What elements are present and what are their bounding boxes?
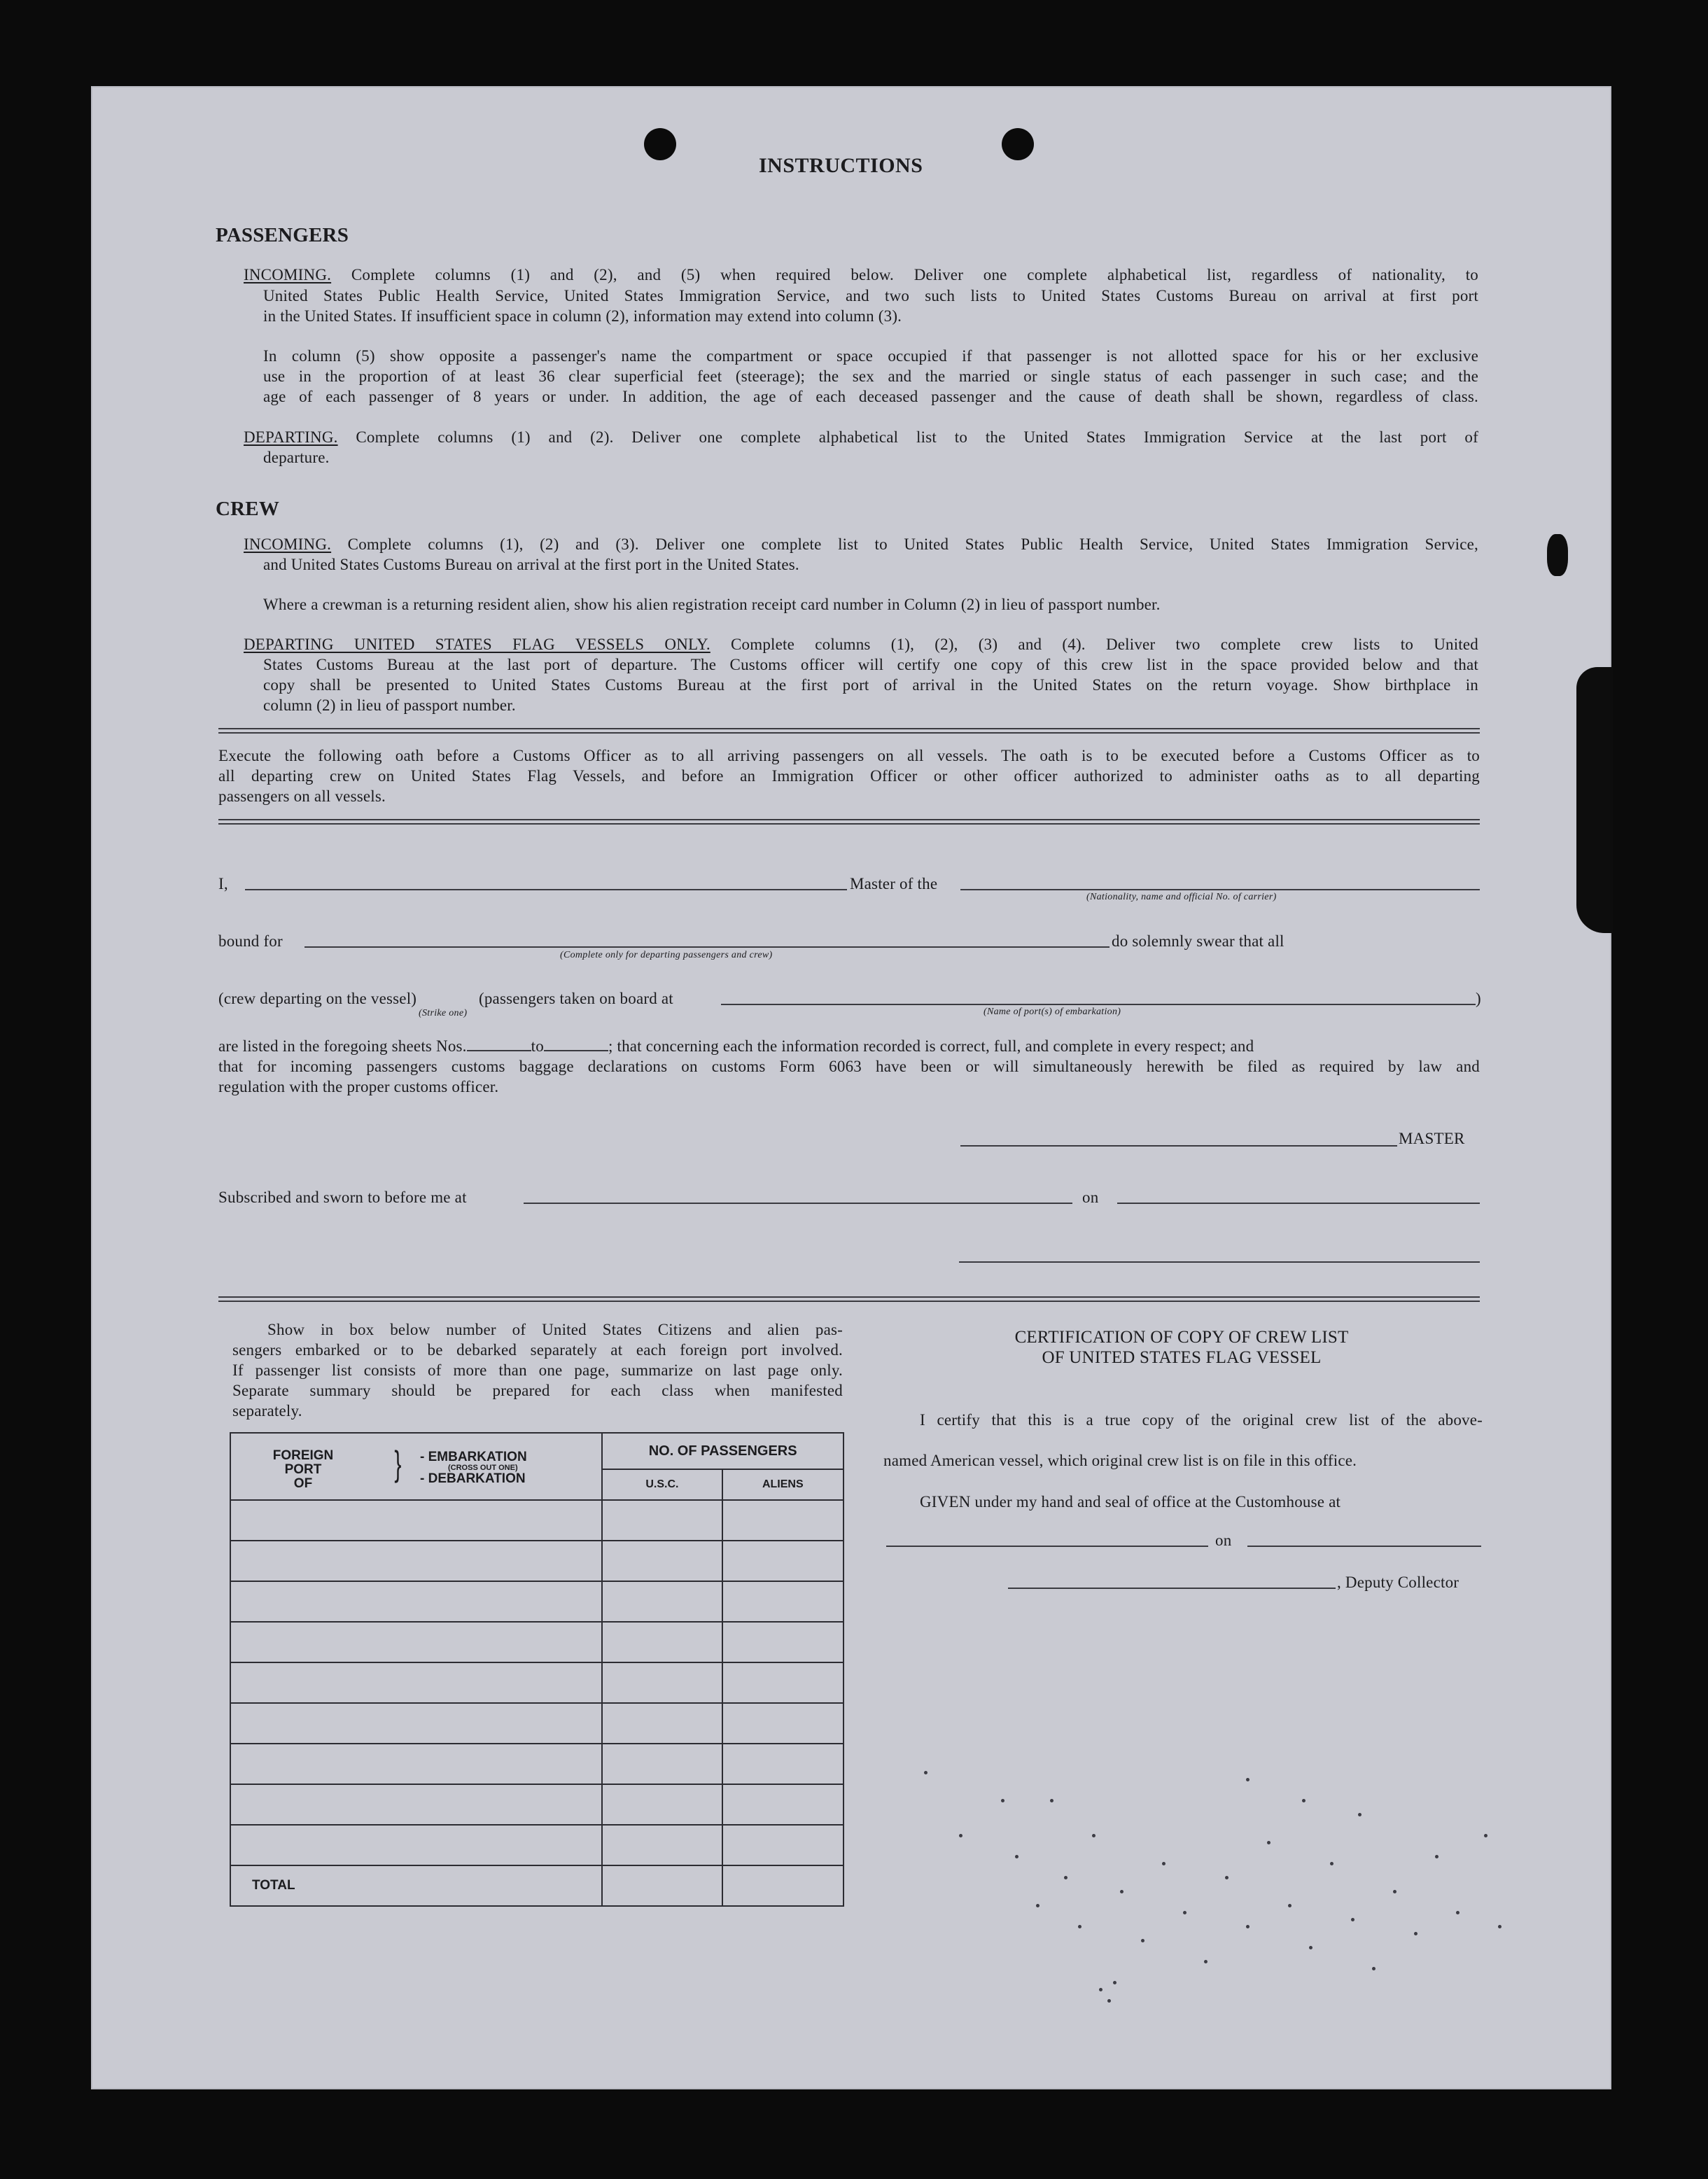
usc-header: U.S.C. (602, 1469, 722, 1500)
officer-signature-field[interactable] (959, 1261, 1480, 1263)
no-of-passengers-header: NO. OF PASSENGERS (602, 1433, 844, 1469)
port-cell[interactable] (230, 1825, 602, 1865)
passenger-summary-table (230, 1432, 844, 1907)
passengers-heading: PASSENGERS (216, 224, 349, 246)
brace-icon: } (394, 1444, 402, 1483)
total-row (230, 1865, 844, 1906)
crew-departing-line1: DEPARTING UNITED STATES FLAG VESSELS ONLY. Complete columns (1), (2), (3) and (4). Deliver two complete crew lists to United (244, 636, 1479, 653)
deputy-collector-signature-field[interactable] (1008, 1588, 1336, 1589)
column5-line2: use in the proportion of at least 36 clear superficial feet (steerage); the sex and the married or single status of each passenger in such case; and the (263, 367, 1478, 385)
usc-cell[interactable] (602, 1581, 722, 1622)
of-label: OF (293, 1476, 313, 1491)
embossed-seal-marks (910, 1694, 1512, 2016)
bound-for-field[interactable] (304, 946, 1110, 948)
bound-for-label: bound for (218, 932, 283, 950)
listed-line1: are listed in the foregoing sheets Nos. to ; that concerning each the information recorded is correct, full, and complete in every respect; and (218, 1037, 1254, 1055)
table-row (230, 1703, 844, 1744)
aliens-cell[interactable] (722, 1541, 844, 1581)
passengers-taken-option[interactable]: (passengers taken on board at (479, 990, 673, 1007)
table-row (230, 1744, 844, 1784)
bound-for-caption: (Complete only for departing passengers and crew) (560, 950, 773, 960)
listed-line2: that for incoming passengers customs baggage declarations on customs Form 6063 have been or will simultaneously herewith be filed as required by law and (218, 1058, 1480, 1075)
close-paren: ) (1476, 990, 1481, 1007)
carrier-field[interactable] (960, 889, 1480, 890)
usc-cell[interactable] (602, 1662, 722, 1703)
certification-given: GIVEN under my hand and seal of office at the Customhouse at (920, 1493, 1341, 1511)
total-aliens-cell[interactable] (722, 1865, 844, 1906)
usc-cell[interactable] (602, 1703, 722, 1744)
crew-departing-option[interactable]: (crew departing on the vessel) (218, 990, 417, 1007)
oath-note-line3: passengers on all vessels. (218, 787, 386, 805)
port-cell[interactable] (230, 1784, 602, 1825)
box-instr-line1: Show in box below number of United States Citizens and alien pas- (267, 1321, 843, 1338)
crew-departing-line3: copy shall be presented to United States Customs Bureau at the first port of arrival in the United States on the return voyage. Show birthplace in (263, 676, 1478, 694)
table-row (230, 1784, 844, 1825)
master-of-the-label: Master of the (850, 875, 938, 892)
box-instr-line5: separately. (232, 1402, 302, 1420)
total-label: TOTAL (230, 1865, 602, 1906)
passengers-incoming-line2: United States Public Health Service, United States Immigration Service, and two such lists to United States Customs Bureau on arrival at first port (263, 287, 1478, 304)
oath-i-label: I, (218, 875, 228, 892)
divider-oath (218, 819, 1480, 825)
sheet-to-field[interactable] (544, 1037, 608, 1051)
port-cell[interactable] (230, 1703, 602, 1744)
certification-date-field[interactable] (1247, 1546, 1481, 1547)
listed-line3: regulation with the proper customs officer. (218, 1078, 499, 1095)
sworn-on-label: on (1082, 1189, 1099, 1206)
table-row (230, 1622, 844, 1662)
usc-cell[interactable] (602, 1784, 722, 1825)
customhouse-field[interactable] (886, 1546, 1208, 1547)
swear-label: do solemnly swear that all (1112, 932, 1284, 950)
debarkation-option[interactable]: - DEBARKATION (420, 1471, 526, 1486)
table-row (230, 1500, 844, 1541)
sworn-date-field[interactable] (1117, 1203, 1480, 1204)
aliens-cell[interactable] (722, 1662, 844, 1703)
carrier-caption: (Nationality, name and official No. of carrier) (1086, 892, 1277, 902)
aliens-header: ALIENS (722, 1469, 844, 1500)
strike-one-caption: (Strike one) (419, 1008, 468, 1018)
master-signature-field[interactable] (960, 1145, 1397, 1147)
sworn-place-field[interactable] (524, 1203, 1072, 1204)
passengers-incoming-label: INCOMING. (244, 266, 332, 283)
port-cell[interactable] (230, 1622, 602, 1662)
aliens-cell[interactable] (722, 1744, 844, 1784)
master-name-field[interactable] (245, 889, 847, 890)
crew-incoming-line2: and United States Customs Bureau on arrival at the first port in the United States. (263, 556, 799, 573)
total-usc-cell[interactable] (602, 1865, 722, 1906)
punch-hole-left (644, 128, 676, 160)
usc-cell[interactable] (602, 1500, 722, 1541)
table-row (230, 1541, 844, 1581)
table-row (230, 1581, 844, 1622)
deputy-collector-label: , Deputy Collector (1337, 1574, 1460, 1591)
crew-resident-alien: Where a crewman is a returning resident alien, show his alien registration receipt card number in Column (2) in lieu of passport number. (263, 596, 1161, 613)
torn-edge-mark (1576, 667, 1613, 933)
port-cell[interactable] (230, 1662, 602, 1703)
table-row (230, 1825, 844, 1865)
master-label: MASTER (1399, 1130, 1465, 1147)
passengers-departing-line2: departure. (263, 449, 330, 466)
table-row (230, 1662, 844, 1703)
port-cell[interactable] (230, 1541, 602, 1581)
crew-incoming-label: INCOMING. (244, 535, 332, 553)
certification-title-line1: CERTIFICATION OF COPY OF CREW LIST (1014, 1328, 1349, 1347)
aliens-cell[interactable] (722, 1500, 844, 1541)
crew-departing-label: DEPARTING UNITED STATES FLAG VESSELS ONLY. (244, 636, 710, 653)
oath-note-line2: all departing crew on United States Flag Vessels, and before an Immigration Officer or other officer authorized to administer oaths as to all departing (218, 767, 1480, 785)
divider-top (218, 728, 1480, 734)
oath-note-line1: Execute the following oath before a Customs Officer as to all arriving passengers on all vessels. The oath is to be executed before a Customs Officer as to (218, 747, 1480, 764)
cross-out-one-label: (CROSS OUT ONE) (448, 1464, 518, 1472)
punch-hole-right (1002, 128, 1034, 160)
port-label: PORT (284, 1462, 322, 1477)
port-header-cell (230, 1433, 602, 1500)
crew-incoming-line1: INCOMING. Complete columns (1), (2) and (3). Deliver one complete list to United States Public Health Service, United States Immigration Service, (244, 535, 1478, 553)
passengers-departing-label: DEPARTING. (244, 428, 338, 446)
column5-line3: age of each passenger of 8 years or under. In addition, the age of each deceased passenger and the cause of death shall be shown, regardless of class. (263, 388, 1478, 405)
aliens-cell[interactable] (722, 1784, 844, 1825)
aliens-cell[interactable] (722, 1622, 844, 1662)
usc-cell[interactable] (602, 1622, 722, 1662)
foreign-label: FOREIGN (272, 1448, 334, 1463)
crew-heading: CREW (216, 498, 280, 520)
passengers-incoming-line3: in the United States. If insufficient space in column (2), information may extend into column (3). (263, 307, 902, 325)
box-instr-line2: sengers embarked or to be debarked separately at each foreign port involved. (232, 1341, 843, 1359)
ports-field[interactable] (721, 1004, 1476, 1005)
port-cell[interactable] (230, 1581, 602, 1622)
edge-blot (1547, 534, 1568, 576)
certification-body-line1: I certify that this is a true copy of the original crew list of the above- (920, 1411, 1483, 1429)
box-instr-line4: Separate summary should be prepared for each class when manifested (232, 1382, 843, 1399)
certification-title-line2: OF UNITED STATES FLAG VESSEL (1042, 1348, 1322, 1367)
crew-departing-line4: column (2) in lieu of passport number. (263, 696, 516, 714)
ports-caption: (Name of port(s) of embarkation) (983, 1007, 1121, 1017)
port-cell[interactable] (230, 1500, 602, 1541)
certification-on-label: on (1215, 1532, 1232, 1549)
passengers-departing-line1: DEPARTING. Complete columns (1) and (2). Deliver one complete alphabetical list to the United States Immigration Service at the last port of (244, 428, 1478, 446)
usc-cell[interactable] (602, 1825, 722, 1865)
usc-cell[interactable] (602, 1541, 722, 1581)
box-instr-line3: If passenger list consists of more than one page, summarize on last page only. (232, 1361, 843, 1379)
aliens-cell[interactable] (722, 1703, 844, 1744)
passengers-incoming-line1: INCOMING. Complete columns (1) and (2), and (5) when required below. Deliver one complete alphabetical list, regardless of nationality, to (244, 266, 1478, 283)
subscribed-label: Subscribed and sworn to before me at (218, 1189, 467, 1206)
sheet-from-field[interactable] (467, 1037, 531, 1051)
crew-departing-line2: States Customs Bureau at the last port of departure. The Customs officer will certify one copy of this crew list in the space provided below and that (263, 656, 1478, 673)
certification-body-line2: named American vessel, which original crew list is on file in this office. (883, 1452, 1357, 1469)
column5-line1: In column (5) show opposite a passenger's name the compartment or space occupied if that passenger is not allotted space for his or her exclusive (263, 347, 1478, 365)
usc-cell[interactable] (602, 1744, 722, 1784)
aliens-cell[interactable] (722, 1581, 844, 1622)
aliens-cell[interactable] (722, 1825, 844, 1865)
port-cell[interactable] (230, 1744, 602, 1784)
embarkation-option[interactable]: - EMBARKATION (420, 1450, 527, 1464)
instructions-title: INSTRUCTIONS (759, 154, 923, 177)
divider-bottom (218, 1296, 1480, 1302)
